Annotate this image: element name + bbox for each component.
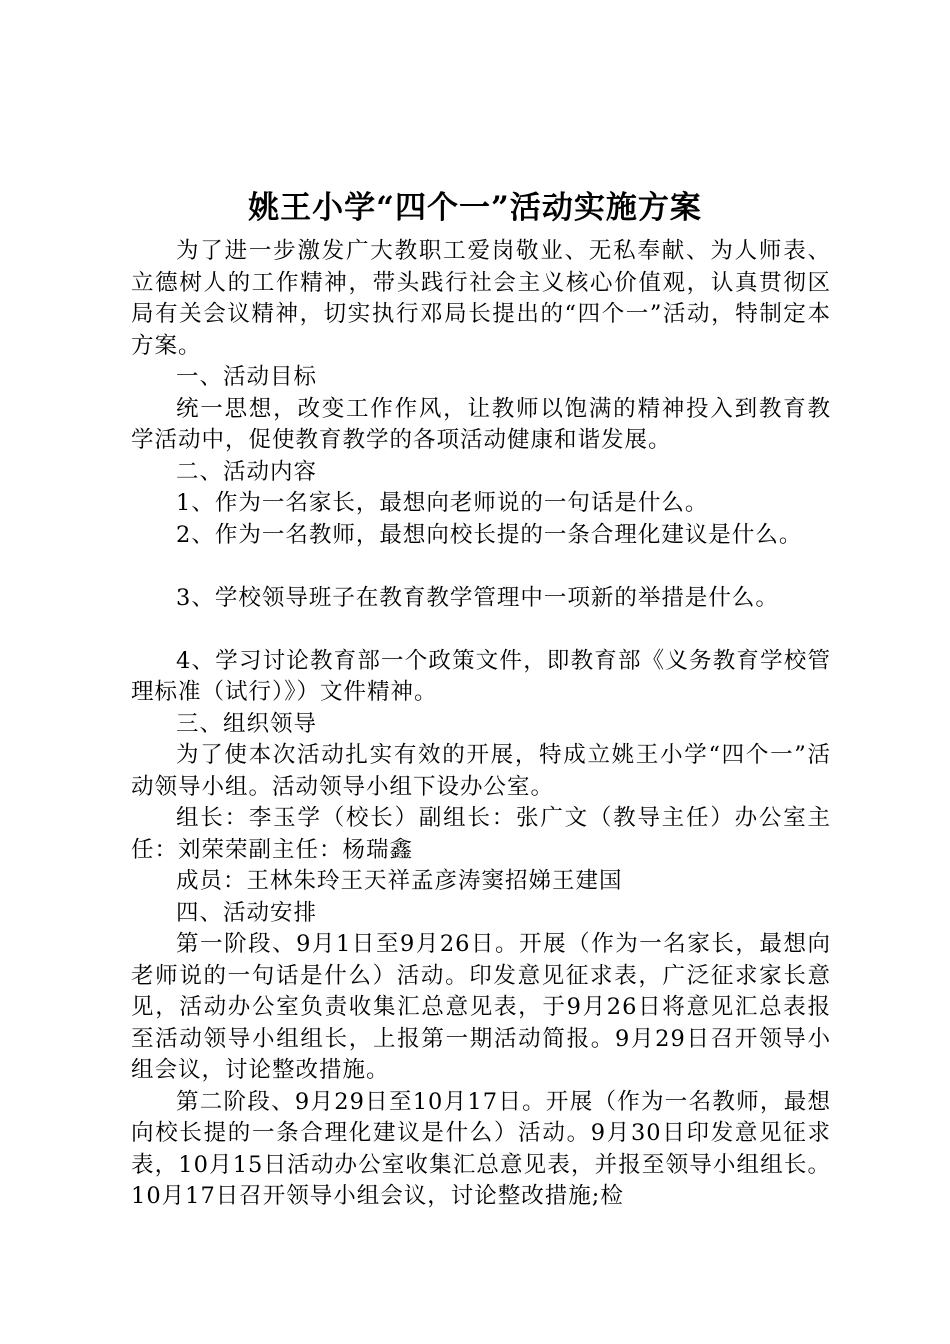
members-paragraph: 成员：王林朱玲王天祥孟彦涛窦招娣王建国: [176, 868, 623, 894]
document-title: 姚王小学“四个一”活动实施方案: [248, 190, 702, 226]
content-item-4: 4、学习讨论教育部一个政策文件，即教育部《义务教育学校管理标准（试行）》）文件精神。: [131, 647, 831, 705]
document-body: [131, 236, 831, 1213]
schedule-phase-1: 第一阶段、9月1日至9月26日。开展（作为一名家长，最想向老师说的一句话是什么）活动。印发意见征求表，广泛征求家长意见，活动办公室负责收集汇总意见表，于9月26日将意见汇总表报至活动领导小组组长，上报第一期活动简报。9月29日召开领导小组会议，讨论整改措施。: [131, 931, 831, 1083]
section-heading-schedule: 四、活动安排: [176, 899, 318, 926]
section-heading-goals: 一、活动目标: [176, 364, 318, 390]
content-item-2: 2、作为一名教师，最想向校长提的一条合理化建议是什么。: [176, 521, 803, 548]
section-heading-organization: 三、组织领导: [176, 710, 318, 737]
schedule-phase-2: 第二阶段、9月29日至10月17日。开展（作为一名教师，最想向校长提的一条合理化建议是什么）活动。9月30日印发意见征求表，10月15日活动办公室收集汇总意见表，并报至领导小组组长。10月17日召开领导小组会议，讨论整改措施;检: [131, 1088, 831, 1209]
content-item-1: 1、作为一名家长，最想向老师说的一句话是什么。: [176, 490, 709, 516]
leaders-paragraph: 组长：李玉学（校长）副组长：张广文（教导主任）办公室主任：刘荣荣副主任：杨瑞鑫: [131, 805, 831, 863]
section-heading-content: 二、活动内容: [176, 458, 318, 485]
intro-paragraph: 为了进一步激发广大教职工爱岗敬业、无私奉献、为人师表、立德树人的工作精神，带头践行社会主义核心价值观，认真贯彻区局有关会议精神，切实执行邓局长提出的“四个一”活动，特制定本方案。: [131, 238, 831, 359]
content-item-3: 3、学校领导班子在教育教学管理中一项新的举措是什么。: [176, 584, 779, 611]
organization-paragraph: 为了使本次活动扎实有效的开展，特成立姚王小学“四个一”活动领导小组。活动领导小组下设办公室。: [131, 742, 831, 800]
goals-paragraph: 统一思想，改变工作作风，让教师以饱满的精神投入到教育教学活动中，促使教育教学的各项活动健康和谐发展。: [131, 395, 831, 453]
